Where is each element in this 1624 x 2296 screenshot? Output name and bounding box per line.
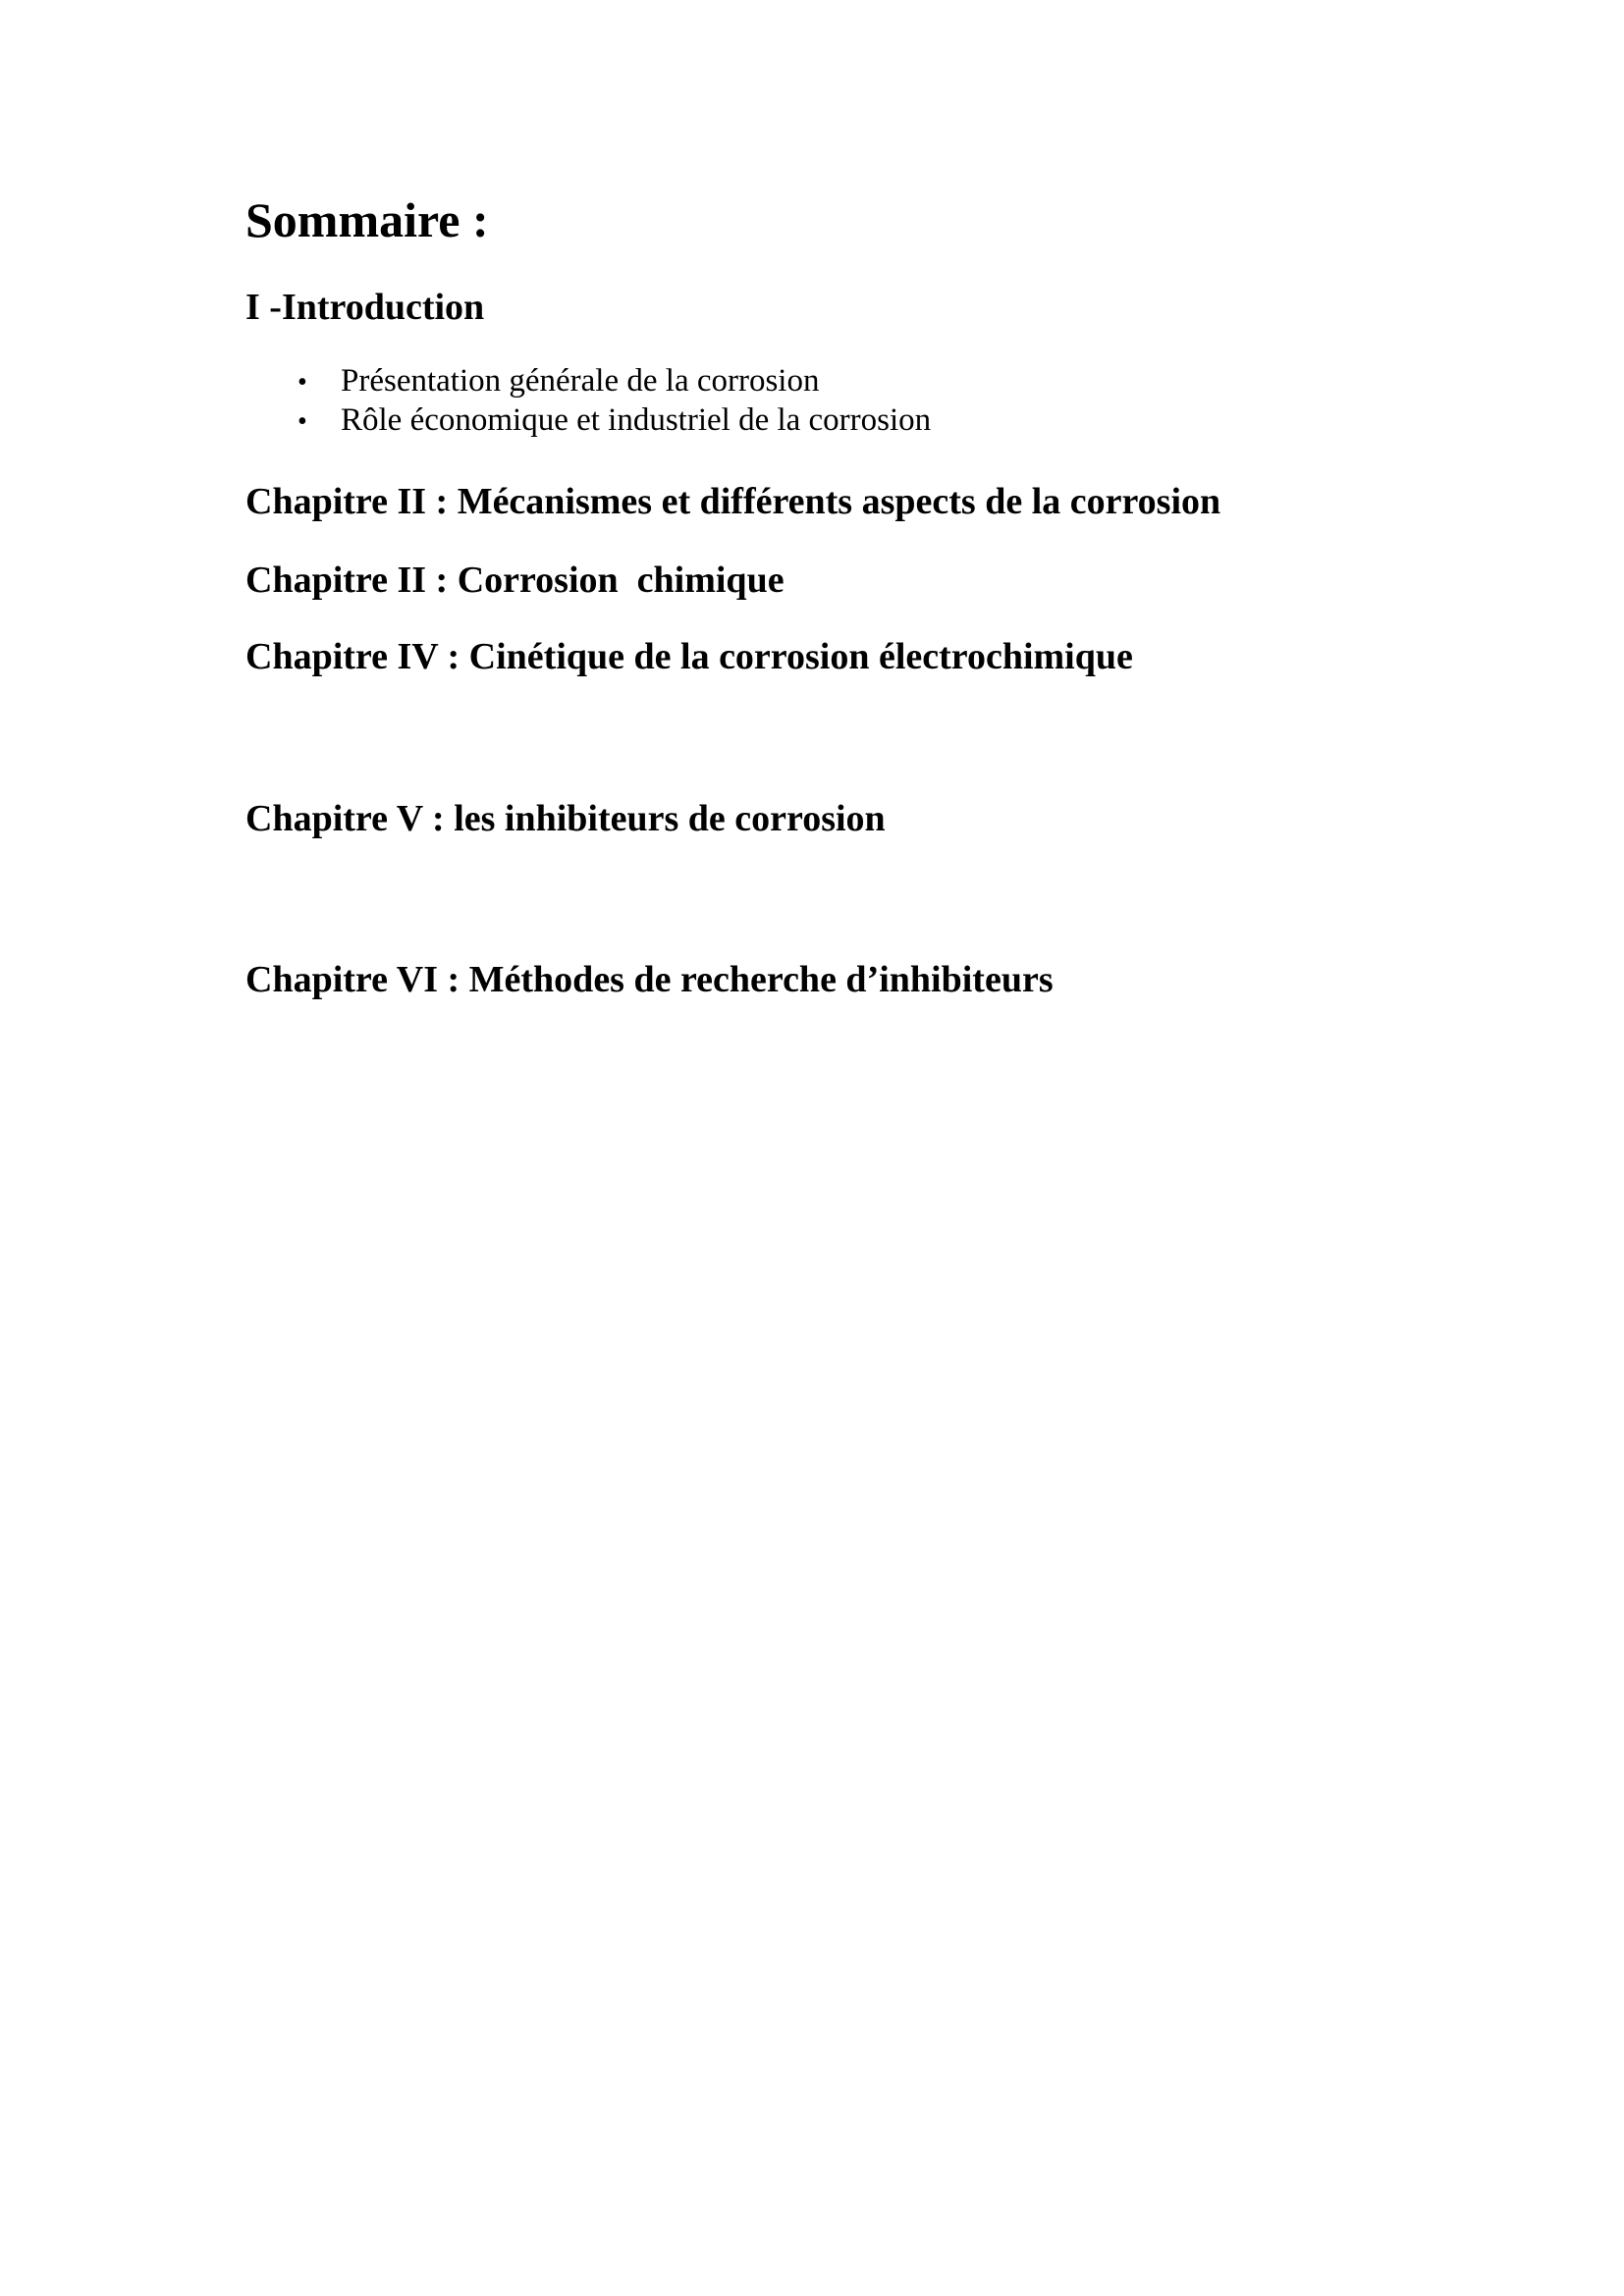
chapter-heading: Chapitre V : les inhibiteurs de corrosion	[245, 798, 886, 839]
list-item	[298, 362, 931, 401]
chapter-heading: Chapitre II : Mécanismes et différents aspects de la corrosion	[245, 481, 1221, 522]
list-item	[298, 401, 931, 441]
chapter-heading: Chapitre VI : Méthodes de recherche d’inhibiteurs	[245, 959, 1054, 1000]
section-heading-introduction: I -Introduction	[245, 287, 485, 328]
bullet-item-text: Rôle économique et industriel de la corrosion	[341, 402, 932, 438]
bullet-list	[298, 362, 931, 441]
chapter-heading: Chapitre IV : Cinétique de la corrosion électrochimique	[245, 636, 1133, 677]
chapter-heading: Chapitre II : Corrosion chimique	[245, 560, 785, 601]
bullet-icon: •	[298, 406, 307, 437]
bullet-icon: •	[298, 367, 307, 398]
bullet-item-text: Présentation générale de la corrosion	[341, 363, 820, 399]
page-title: Sommaire :	[245, 192, 489, 247]
